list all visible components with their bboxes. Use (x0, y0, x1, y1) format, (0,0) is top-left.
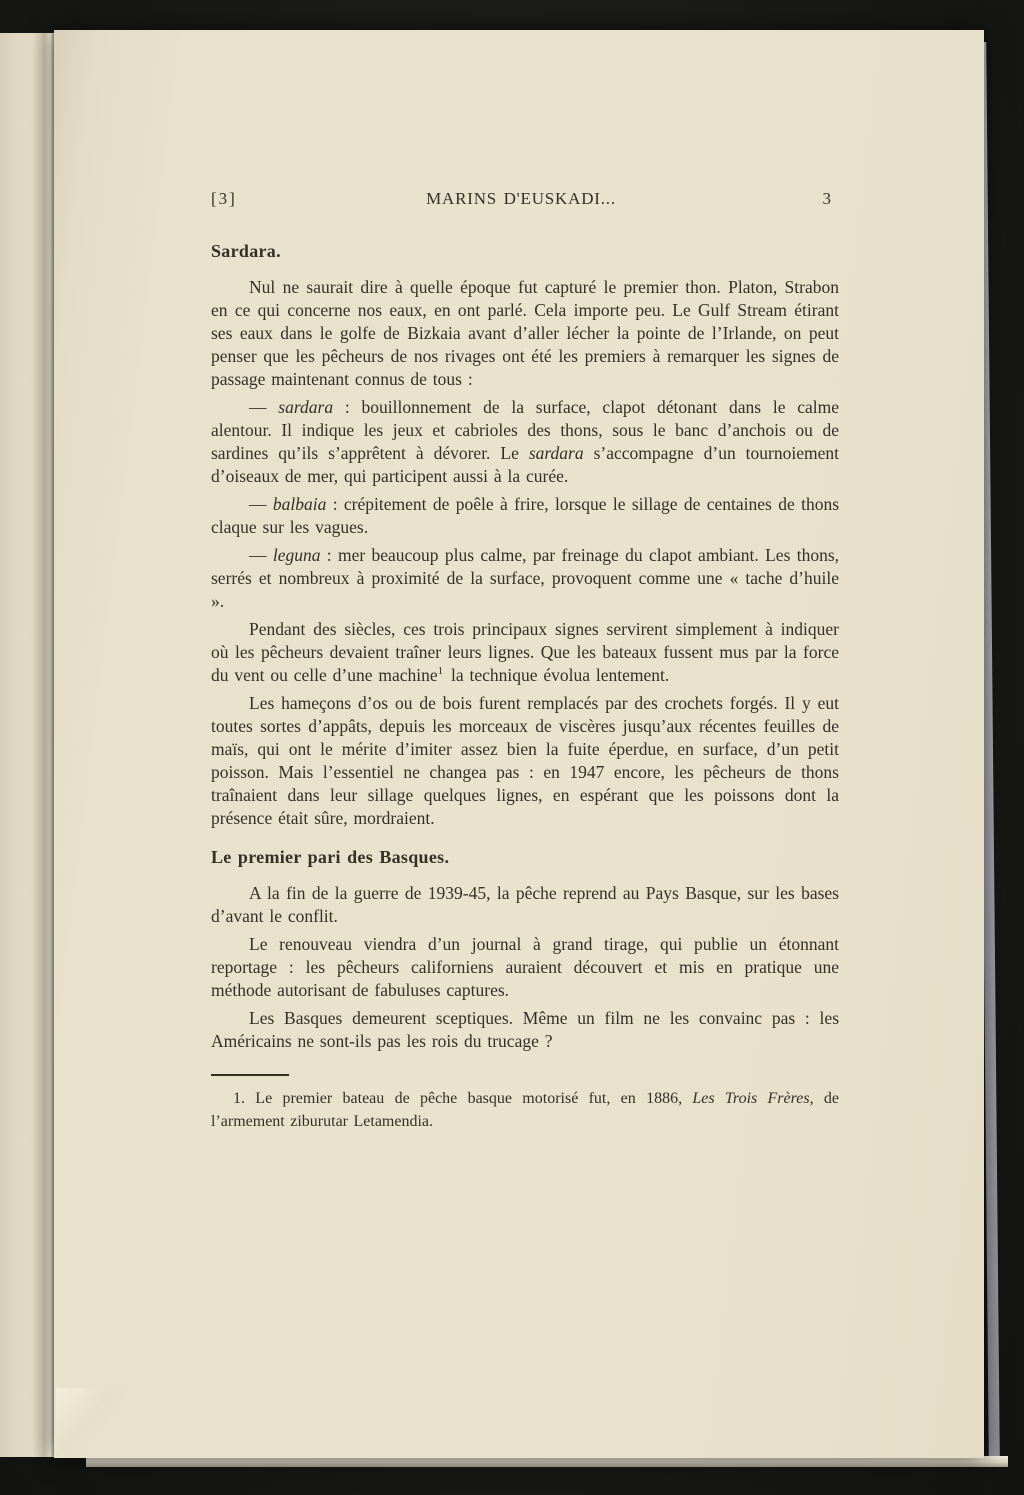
paragraph-sardara: — sardara : bouillonnement de la surface, clapot détonant dans le calme alentour. Il indique les jeux et cabrioles des thons, sous le banc d’anchois ou de sardines qu’ils s’apprêtent à dévorer. Le sardara s’accompagne d’un tournoiement d’oiseaux de mer, qui participent aussi à la curée. (211, 397, 840, 486)
paragraph-sceptiques: Les Basques demeurent sceptiques. Même un film ne les convainc pas : les Américains ne sont-ils pas les rois du trucage ? (211, 1008, 839, 1051)
running-title: MARINS D'EUSKADI... (426, 189, 616, 208)
paragraph-balbaia: — balbaia : crépitement de poêle à frire, lorsque le sillage de centaines de thons claque sur les vagues. (211, 494, 840, 537)
corner-curl (56, 1388, 126, 1456)
paragraph-leguna: — leguna : mer beaucoup plus calme, par freinage du clapot ambiant. Les thons, serrés et nombreux à proximité de la surface, provoquent comme une « tache d’huile ». (211, 545, 839, 611)
section-heading-sardara: Sardara. (211, 241, 281, 261)
footnote-rule (211, 1074, 289, 1076)
page-content (211, 187, 839, 1133)
paragraph-pendant-des-siecles: Pendant des siècles, ces trois principaux signes servirent simplement à indiquer où les pêcheurs devaient traîner leurs lignes. Que les bateaux fussent mus par la force du vent ou celle d’une machine$^1$ la technique évolua lentement. (211, 619, 839, 685)
paragraph-renouveau: Le renouveau viendra d’un journal à grand tirage, qui publie un étonnant reportage : les pêcheurs californiens auraient découvert et mis en pratique une méthode autorisant de fabuluses captures. (211, 934, 839, 1000)
chapter-bracket-number: [3] (211, 189, 237, 208)
section-heading-premier-pari: Le premier pari des Basques. (211, 847, 450, 867)
paragraph-intro: Nul ne saurait dire à quelle époque fut capturé le premier thon. Platon, Strabon en ce qui concerne nos eaux, en ont parlé. Cela importe peu. Le Gulf Stream étirant ses eaux dans le golfe de Bizkaia avant d’aller lécher la pointe de l’Irlande, on peut penser que les pêcheurs de nos rivages ont été les premiers à remarquer les signes de passage maintenant connus de tous : (211, 277, 839, 389)
book-page (54, 30, 984, 1458)
paragraph-fin-de-guerre: A la fin de la guerre de 1939-45, la pêche reprend au Pays Basque, sur les bases d’avant le conflit. (211, 883, 839, 926)
previous-page-edge (0, 33, 54, 1457)
footnote-text: 1. Le premier bateau de pêche basque motorisé fut, en 1886, Les Trois Frères, de l’armement ziburutar Letamendia. (211, 1090, 840, 1130)
paragraph-hamecons: Les hameçons d’os ou de bois furent remplacés par des crochets forgés. Il y eut toutes sortes d’appâts, depuis les morceaux de viscères jusqu’aux récentes feuilles de maïs, qui ont le mérite d’imiter assez bien la fuite éperdue, en surface, d’un petit poisson. Mais l’essentiel ne changea pas : en 1947 encore, les pêcheurs de thons traînaient dans leur sillage quelques lignes, en espérant que les poissons dont la présence était sûre, mordraient. (211, 693, 839, 828)
page-number: 3 (822, 189, 831, 208)
running-header (211, 187, 839, 210)
